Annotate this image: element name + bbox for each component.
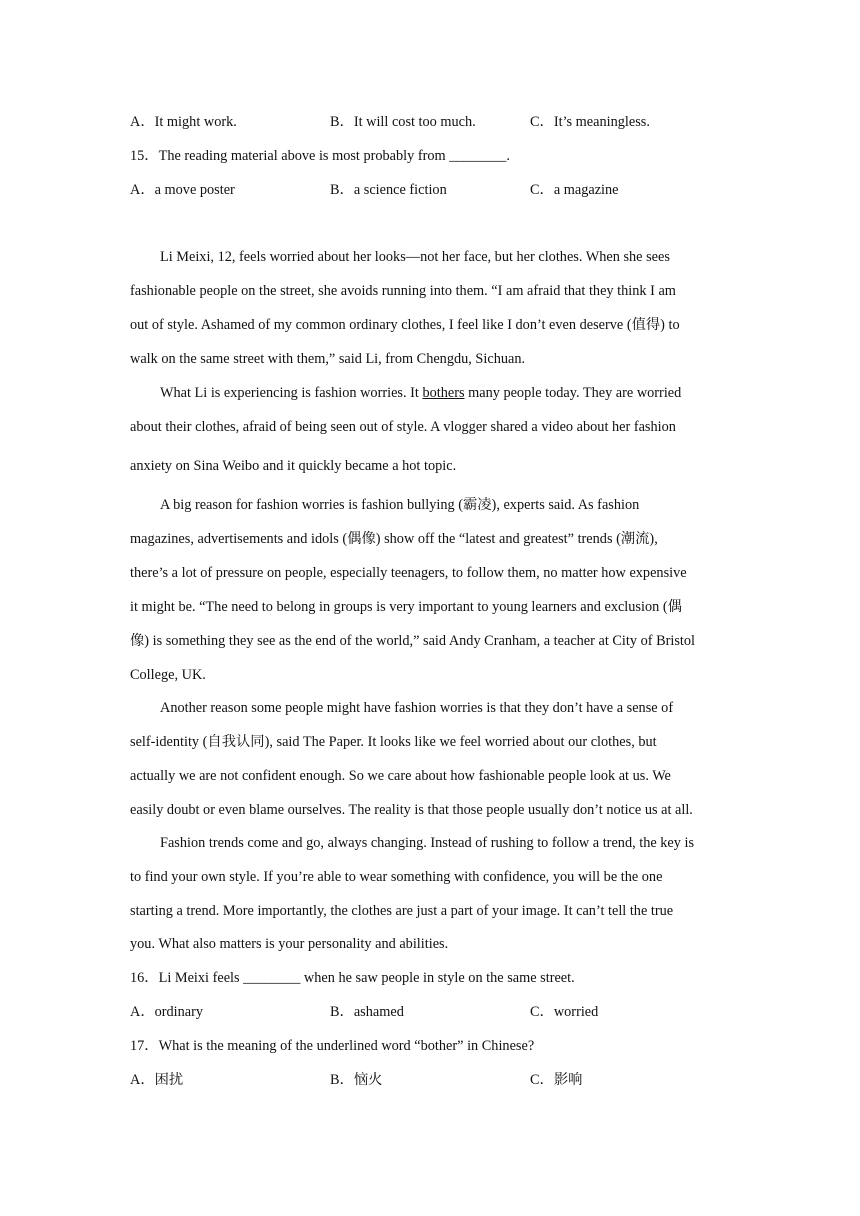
passage-line: to find your own style. If you’re able to wear something with confidence, you will be the one bbox=[130, 869, 663, 885]
passage-line: about their clothes, afraid of being seen out of style. A vlogger shared a video about her fashion bbox=[130, 419, 676, 435]
passage-line: Li Meixi, 12, feels worried about her looks—not her face, but her clothes. When she sees bbox=[160, 249, 670, 265]
passage-line: it might be. “The need to belong in groups is very important to young learners and exclusion (偶 bbox=[130, 599, 682, 615]
q17-stem: 17．What is the meaning of the underlined word “bother” in Chinese? bbox=[130, 1038, 535, 1054]
q16-option-b: B．ashamed bbox=[330, 1004, 404, 1020]
q16-stem: 16．Li Meixi feels ________ when he saw people in style on the same street. bbox=[130, 970, 575, 986]
q16-option-c: C．worried bbox=[530, 1004, 599, 1020]
passage-line: College, UK. bbox=[130, 667, 206, 683]
passage-line: fashionable people on the street, she avoids running into them. “I am afraid that they think I am bbox=[130, 283, 676, 299]
passage-line: Fashion trends come and go, always changing. Instead of rushing to follow a trend, the key is bbox=[160, 835, 695, 851]
passage-line: A big reason for fashion worries is fashion bullying (霸凌), experts said. As fashion bbox=[160, 497, 640, 513]
passage-line: starting a trend. More importantly, the clothes are just a part of your image. It can’t tell the true bbox=[130, 903, 674, 919]
q17-option-a: A．困扰 bbox=[130, 1072, 184, 1088]
passage-line: 像) is something they see as the end of the world,” said Andy Cranham, a teacher at City of Bristol bbox=[130, 633, 695, 649]
passage-line: anxiety on Sina Weibo and it quickly became a hot topic. bbox=[130, 458, 457, 474]
passage-line: Another reason some people might have fashion worries is that they don’t have a sense of bbox=[160, 700, 674, 716]
q17-option-b: B．恼火 bbox=[330, 1072, 383, 1088]
q17-option-c: C．影响 bbox=[530, 1072, 583, 1088]
passage-line: there’s a lot of pressure on people, especially teenagers, to follow them, no matter how expensive bbox=[130, 565, 687, 581]
q15-option-b: B．a science fiction bbox=[330, 182, 447, 198]
passage-line: actually we are not confident enough. So we care about how fashionable people look at us. We bbox=[130, 768, 671, 784]
q14-option-c: C．It’s meaningless. bbox=[530, 114, 650, 130]
q14-option-a: A．It might work. bbox=[130, 114, 237, 130]
passage-line: out of style. Ashamed of my common ordinary clothes, I feel like I don’t even deserve (值得) to bbox=[130, 317, 680, 333]
passage-line: easily doubt or even blame ourselves. The reality is that those people usually don’t notice us at all. bbox=[130, 802, 693, 818]
passage-line: magazines, advertisements and idols (偶像) show off the “latest and greatest” trends (潮流), bbox=[130, 531, 658, 547]
passage-line: walk on the same street with them,” said Li, from Chengdu, Sichuan. bbox=[130, 351, 526, 367]
q14-option-b: B．It will cost too much. bbox=[330, 114, 476, 130]
passage-text: many people today. They are worried bbox=[464, 385, 682, 401]
passage-line: self-identity (自我认同), said The Paper. It looks like we feel worried about our clothes, but bbox=[130, 734, 657, 750]
underlined-word-bothers: bothers bbox=[422, 385, 465, 401]
q16-option-a: A．ordinary bbox=[130, 1004, 204, 1020]
q15-option-c: C．a magazine bbox=[530, 182, 619, 198]
q15-option-a: A．a move poster bbox=[130, 182, 235, 198]
passage-line bbox=[130, 383, 681, 403]
passage-line: you. What also matters is your personality and abilities. bbox=[130, 936, 449, 952]
passage-text: What Li is experiencing is fashion worries. It bbox=[160, 385, 423, 401]
q15-stem: 15．The reading material above is most probably from ________. bbox=[130, 148, 510, 164]
